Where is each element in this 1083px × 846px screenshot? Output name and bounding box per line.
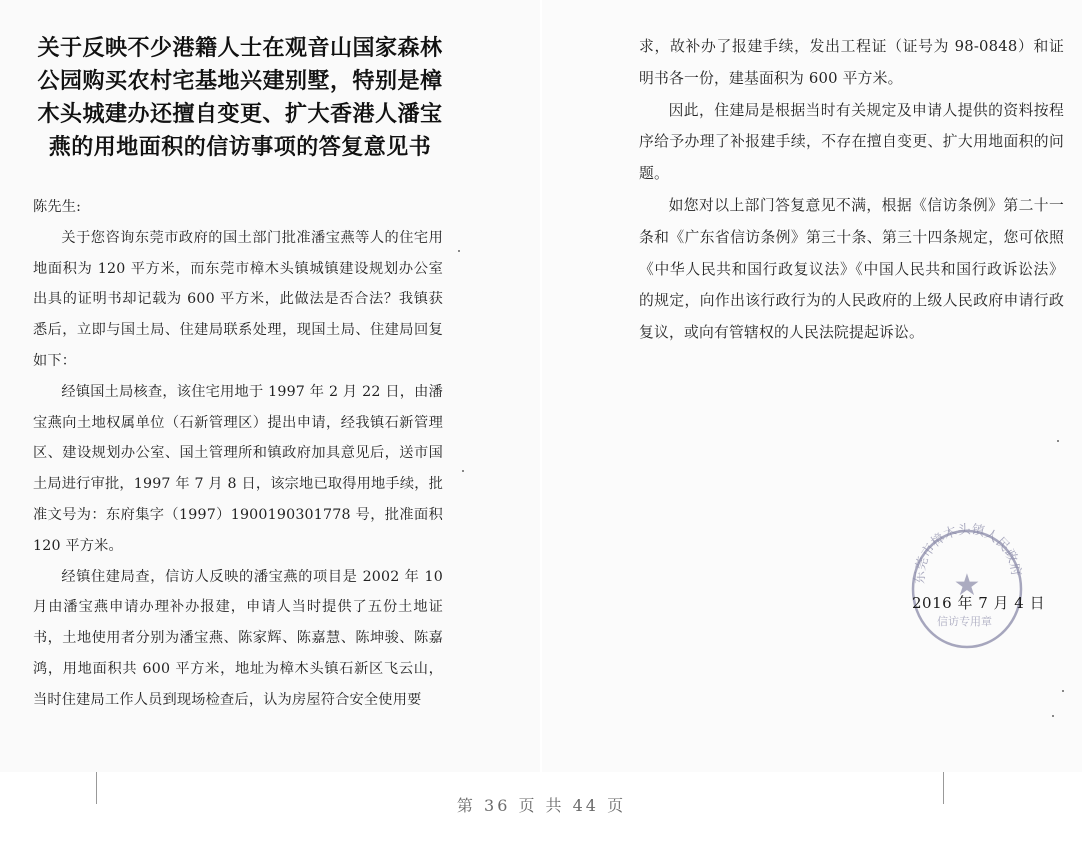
right-body: [639, 31, 1064, 349]
document-page-left: [0, 0, 540, 772]
official-seal: [907, 515, 1027, 655]
salutation: 陈先生:: [33, 199, 82, 215]
seal-subtext: 信访专用章: [937, 615, 992, 628]
paragraph: 因此，住建局是根据当时有关规定及申请人提供的资料按程序给予办理了补报建手续，不存在擅自变更、扩大用地面积的问题。: [639, 101, 1064, 183]
seal-text: 东莞市樟木头镇人民政府: [912, 522, 1024, 584]
left-body: [33, 192, 443, 716]
paragraph-continuation: 求，故补办了报建手续，发出工程证（证号为 98-0848）和证明书各一份，建基面积为 600 平方米。: [639, 38, 1064, 87]
page-number: 第 36 页 共 44 页: [456, 796, 627, 815]
scan-speck: [462, 470, 464, 472]
scan-speck: [1057, 440, 1059, 442]
document-date: 2016 年 7 月 4 日: [912, 594, 1046, 612]
scan-speck: [458, 250, 460, 252]
paragraph: 如您对以上部门答复意见不满，根据《信访条例》第二十一条和《广东省信访条例》第三十条、第三十四条规定，您可依照《中华人民共和国行政复议法》《中国人民共和国行政诉讼法》的规定，向作出该行政行为的人民政府的上级人民政府申请行政复议，或向有管辖权的人民法院提起诉讼。: [639, 196, 1064, 342]
scan-speck: [1062, 690, 1064, 692]
document-title: 关于反映不少港籍人士在观音山国家森林公园购买农村宅基地兴建别墅，特别是樟木头城建办还擅自变更、扩大香港人潘宝燕的用地面积的信访事项的答复意见书: [37, 35, 443, 160]
paragraph: 经镇国土局核查，该住宅用地于 1997 年 2 月 22 日，由潘宝燕向土地权属单位（石新管理区）提出申请，经我镇石新管理区、建设规划办公室、国土管理所和镇政府加具意见后，送市国土局进行审批，1997 年 7 月 8 日，该宗地已取得用地手续，批准文号为：东府集字（1997）1900190301778 号，批准面积 120 平方米。: [33, 383, 443, 554]
document-page-right: [542, 0, 1082, 772]
scan-speck: [1052, 715, 1054, 717]
seal-star-icon: ★: [953, 568, 981, 603]
paragraph: 经镇住建局查，信访人反映的潘宝燕的项目是 2002 年 10 月由潘宝燕申请办理补办报建，申请人当时提供了五份土地证书，土地使用者分别为潘宝燕、陈家辉、陈嘉慧、陈坤骏、陈嘉鸿，用地面积共 600 平方米，地址为樟木头镇石新区飞云山，当时住建局工作人员到现场检查后，认为房屋符合安全使用要: [33, 568, 443, 708]
paragraph: 关于您咨询东莞市政府的国土部门批准潘宝燕等人的住宅用地面积为 120 平方米，而东莞市樟木头镇城镇建设规划办公室出具的证明书却记载为 600 平方米，此做法是否合法？我镇获悉后，立即与国土局、住建局联系处理，现国土局、住建局回复如下：: [33, 229, 443, 369]
